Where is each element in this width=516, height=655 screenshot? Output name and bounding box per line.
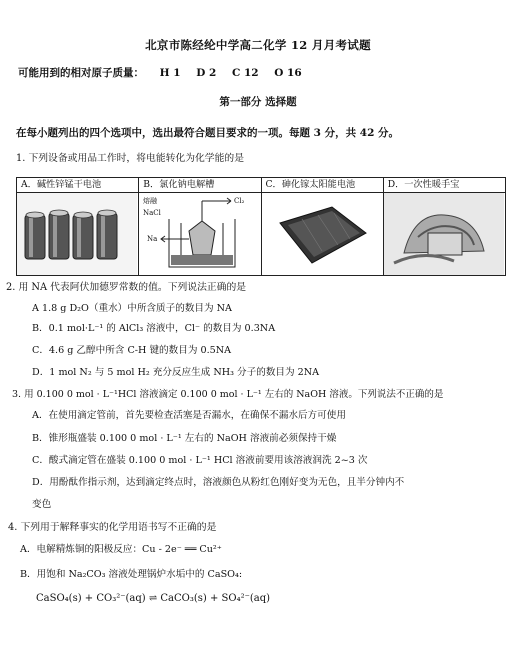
battery-icon bbox=[17, 193, 137, 275]
q2-option-c[interactable]: C．4.6 g 乙醇中所含 C-H 键的数目为 0.5NA bbox=[32, 345, 232, 356]
q1-option-b[interactable] bbox=[139, 178, 261, 276]
hand-warmer-icon bbox=[384, 193, 504, 275]
section-title: 第一部分 选择题 bbox=[219, 96, 297, 108]
atomic-mass-c: C 12 bbox=[231, 67, 259, 79]
atomic-mass-d: D 2 bbox=[196, 67, 217, 79]
q4-equation: CaSO₄(s) + CO₃²⁻(aq) ⇌ CaCO₃(s) + SO₄²⁻(aq) bbox=[36, 593, 271, 604]
q3-option-c[interactable]: C．酸式滴定管在盛装 0.100 0 mol · L⁻¹ HCl 溶液前要用该溶液润洗 2~3 次 bbox=[32, 455, 368, 466]
q4-stem: 4. 下列用于解释事实的化学用语书写不正确的是 bbox=[8, 522, 217, 533]
solar-cell-icon bbox=[262, 193, 382, 275]
diagram-label-na: Na bbox=[147, 235, 158, 243]
q2-option-d[interactable]: D．1 mol N₂ 与 5 mol H₂ 充分反应生成 NH₃ 分子的数目为 2NA bbox=[32, 367, 320, 378]
diagram-label-nacl: NaCl bbox=[143, 209, 162, 217]
atomic-mass-label: 可能用到的相对原子质量： bbox=[18, 67, 144, 79]
q2-stem: 2. 用 NA 代表阿伏加德罗常数的值。下列说法正确的是 bbox=[6, 282, 247, 293]
atomic-mass-line bbox=[18, 68, 302, 79]
diagram-label-cl2: Cl₂ bbox=[234, 197, 245, 205]
q1-option-a[interactable] bbox=[17, 178, 139, 276]
q1-option-a-label: A．碱性锌锰干电池 bbox=[17, 178, 138, 193]
q3-option-d-continued: 变色 bbox=[32, 499, 52, 510]
q1-option-d[interactable] bbox=[383, 178, 505, 276]
atomic-mass-o: O 16 bbox=[274, 67, 302, 79]
diagram-label-molten: 熔融 bbox=[143, 197, 158, 205]
q3-stem: 3. 用 0.100 0 mol · L⁻¹HCl 溶液滴定 0.100 0 mol · L⁻¹ 左右的 NaOH 溶液。下列说法不正确的是 bbox=[12, 389, 444, 400]
q1-option-b-label: B．氯化钠电解槽 bbox=[139, 178, 260, 193]
q3-option-a[interactable]: A．在使用滴定管前，首先要检查活塞是否漏水，在确保不漏水后方可使用 bbox=[32, 410, 346, 421]
q1-stem: 1. 下列设备或用品工作时，将电能转化为化学能的是 bbox=[16, 153, 244, 164]
q3-option-b[interactable]: B．锥形瓶盛装 0.100 0 mol · L⁻¹ 左右的 NaOH 溶液前必须保持干燥 bbox=[32, 433, 337, 444]
q1-option-d-label: D．一次性暖手宝 bbox=[384, 178, 505, 193]
electrolysis-cell-icon bbox=[139, 193, 259, 275]
q4-option-b[interactable]: B．用饱和 Na₂CO₃ 溶液处理锅炉水垢中的 CaSO₄: bbox=[20, 569, 243, 580]
q3-option-d[interactable]: D．用酚酞作指示剂，达到滴定终点时，溶液颜色从粉红色刚好变为无色，且半分钟内不 bbox=[32, 477, 405, 488]
q1-option-c[interactable] bbox=[261, 178, 383, 276]
q1-options-table bbox=[16, 177, 506, 276]
q4-option-a[interactable]: A．电解精炼铜的阳极反应：Cu - 2e⁻ ══ Cu²⁺ bbox=[20, 544, 222, 555]
q1-option-c-label: C．砷化镓太阳能电池 bbox=[262, 178, 383, 193]
section-instruction: 在每小题列出的四个选项中，选出最符合题目要求的一项。每题 3 分，共 42 分。 bbox=[16, 127, 400, 139]
page-title: 北京市陈经纶中学高二化学 12 月月考试题 bbox=[145, 38, 371, 52]
q2-option-b[interactable]: B．0.1 mol·L⁻¹ 的 AlCl₃ 溶液中，Cl⁻ 的数目为 0.3NA bbox=[32, 323, 276, 334]
q2-option-a[interactable]: A 1.8 g D₂O（重水）中所含质子的数目为 NA bbox=[32, 303, 232, 314]
atomic-mass-h: H 1 bbox=[159, 67, 181, 79]
